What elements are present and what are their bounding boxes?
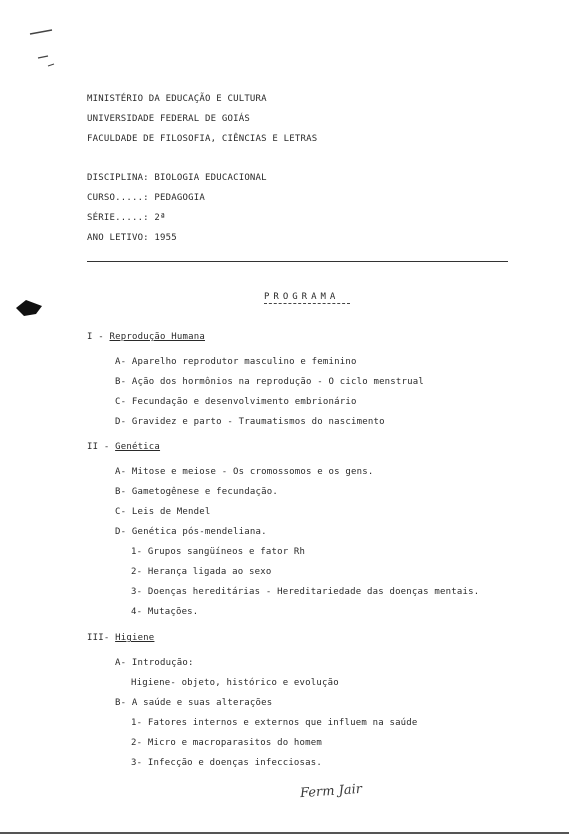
list-item: C- Fecundação e desenvolvimento embrionário bbox=[115, 397, 357, 407]
section-number: I - bbox=[87, 332, 110, 342]
list-item: D- Genética pós-mendeliana. bbox=[115, 527, 267, 537]
list-subitem: 2- Herança ligada ao sexo bbox=[131, 567, 272, 577]
section-heading-genetica bbox=[87, 441, 160, 453]
info-disciplina: DISCIPLINA: BIOLOGIA EDUCACIONAL bbox=[87, 173, 267, 183]
list-item: D- Gravidez e parto - Traumatismos do nascimento bbox=[115, 417, 385, 427]
handwritten-signature: Ferm Jair bbox=[299, 781, 363, 802]
scan-bottom-edge bbox=[0, 832, 569, 834]
list-item: B- Ação dos hormônios na reprodução - O ciclo menstrual bbox=[115, 377, 425, 387]
section-heading-higiene bbox=[87, 632, 154, 644]
list-item: A- Aparelho reprodutor masculino e feminino bbox=[115, 357, 357, 367]
header-line-ministerio: MINISTÉRIO DA EDUCAÇÃO E CULTURA bbox=[87, 94, 267, 104]
section-heading-reproducao bbox=[87, 331, 205, 343]
section-title: Reprodução Humana bbox=[109, 332, 205, 342]
list-item: A- Introdução: bbox=[115, 658, 194, 668]
scan-mark-top-left bbox=[28, 28, 58, 68]
list-item: B- A saúde e suas alterações bbox=[115, 698, 273, 708]
list-item: C- Leis de Mendel bbox=[115, 507, 211, 517]
list-subitem: 3- Infecção e doenças infecciosas. bbox=[131, 758, 323, 768]
list-item: A- Mitose e meiose - Os cromossomos e os gens. bbox=[115, 467, 374, 477]
section-number: III- bbox=[87, 633, 116, 643]
info-serie: SÉRIE.....: 2ª bbox=[87, 213, 166, 223]
list-subitem: 4- Mutações. bbox=[131, 607, 199, 617]
info-curso: CURSO.....: PEDAGOGIA bbox=[87, 193, 205, 203]
list-subitem: 1- Fatores internos e externos que influem na saúde bbox=[131, 718, 418, 728]
title-underline bbox=[264, 303, 350, 304]
list-subitem: Higiene- objeto, histórico e evolução bbox=[131, 678, 339, 688]
page-title: PROGRAMA bbox=[264, 292, 340, 302]
section-title: Genética bbox=[115, 442, 161, 452]
separator-rule bbox=[87, 261, 508, 262]
list-subitem: 1- Grupos sangüíneos e fator Rh bbox=[131, 547, 306, 557]
header-line-universidade: UNIVERSIDADE FEDERAL DE GOIÁS bbox=[87, 114, 250, 124]
list-subitem: 3- Doenças hereditárias - Hereditariedade das doenças mentais. bbox=[131, 587, 480, 597]
info-ano-letivo: ANO LETIVO: 1955 bbox=[87, 233, 177, 243]
section-title: Higiene bbox=[115, 633, 155, 643]
list-item: B- Gametogênese e fecundação. bbox=[115, 487, 278, 497]
header-line-faculdade: FACULDADE DE FILOSOFIA, CIÊNCIAS E LETRAS bbox=[87, 134, 318, 144]
list-subitem: 2- Micro e macroparasitos do homem bbox=[131, 738, 323, 748]
punch-hole-mark bbox=[14, 298, 44, 318]
section-number: II - bbox=[87, 442, 116, 452]
